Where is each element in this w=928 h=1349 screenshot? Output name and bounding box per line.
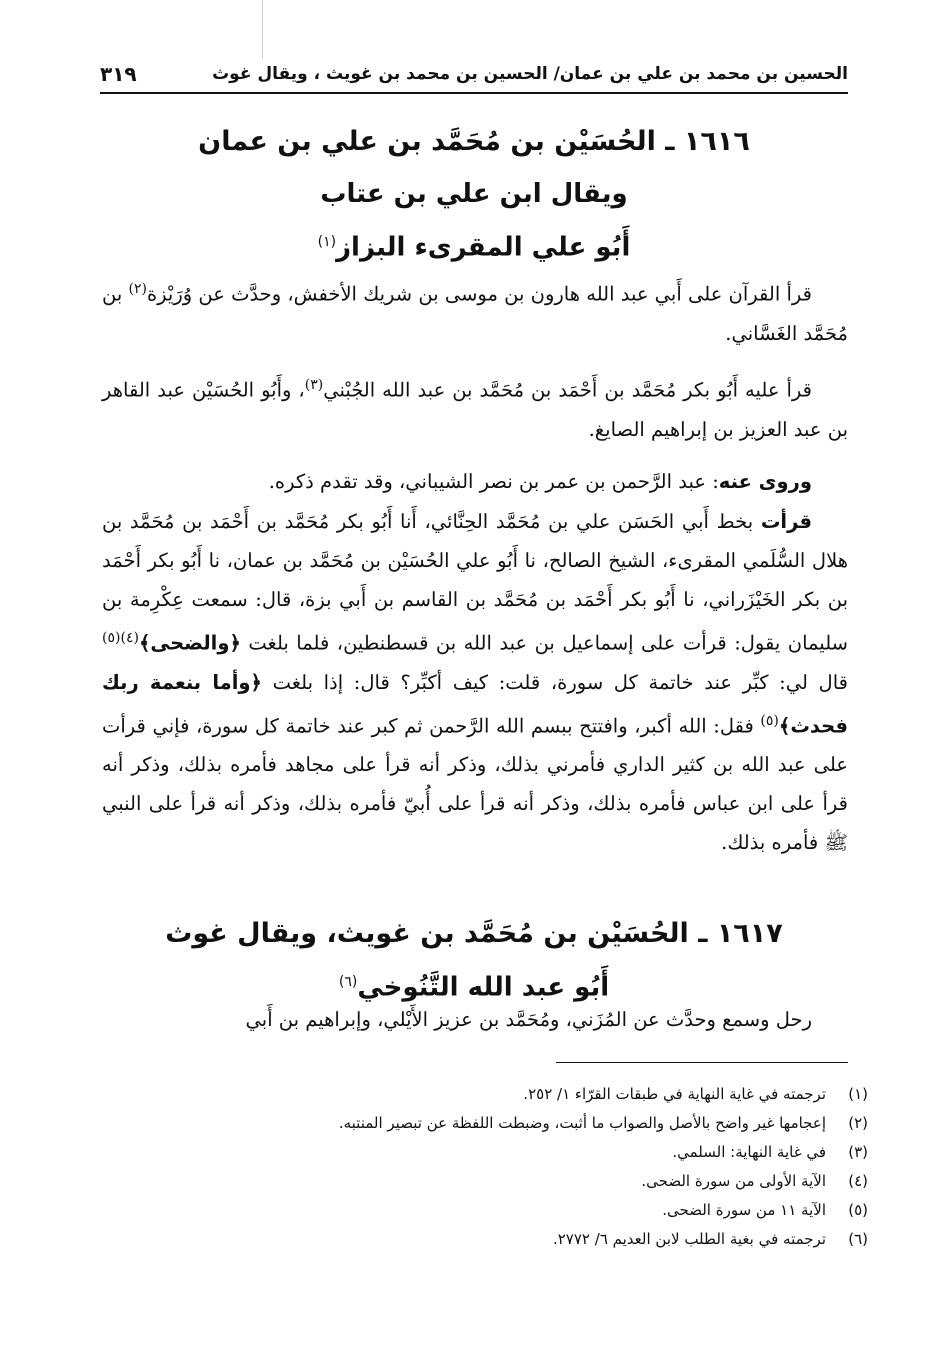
footnote-ref-2: (٢) <box>128 281 147 297</box>
footnote-number: (١) <box>848 1085 868 1103</box>
footnote-ref-3: (٣) <box>304 377 324 393</box>
paragraph-4-text-c: فقل: الله أكبر، وافتتح ببسم الله الرَّحمن ثم كبر عند خاتمة كل سورة، فإني قرأت على عبد الله بن كثير الداري فأمرني بذلك، وذكر أنه قرأ على مجاهد فأمره بذلك، وذكر أنه قرأ على ابن عباس فأمره بذلك، وذكر أنه قرأ على أُبيّ فأمره بذلك، وذكر أنه قرأ على النبي ﷺ فأمره بذلك. <box>102 714 848 854</box>
paragraph-4-text-a: بخط أَبي الحَسَن علي بن مُحَمَّد الحِنَّائي، أَنا أَبُو بكر مُحَمَّد بن أَحْمَد بن مُحَمَّد بن هلال السُّلَمي المقرىء، الشيخ الصالح، نا أَبُو علي الحُسَيْن بن مُحَمَّد بن عمان، نا أَبُو بكر أَحْمَد بن بكر الخَيْزَراني، نا أَبُو بكر أَحْمَد بن مُحَمَّد بن القاسم بن أَبي بزة، قال: سمعت عِكْرِمة بن سليمان يقول: قرأت على إسماعيل بن عبد الله بن قسطنطين، فلما بلغت <box>102 510 848 655</box>
page-header <box>100 60 848 94</box>
footnote-item <box>120 1138 868 1167</box>
paragraph-2-text-b: ، وأَبُو الحُسَيْن عبد القاهر بن عبد العزيز بن إبراهيم الصايغ. <box>102 378 848 441</box>
paragraph-1-text-b: بن مُحَمَّد الغَسَّاني. <box>102 282 848 345</box>
paragraph-4 <box>102 502 848 862</box>
entry-1617-title-line1: ١٦١٧ ـ الحُسَيْن بن مُحَمَّد بن غويث، ويقال غوث <box>165 918 783 949</box>
footnote-number: (٥) <box>848 1201 868 1219</box>
footnotes <box>120 1080 868 1254</box>
quran-quote-2: ﴿وأما بنعمة ربك فحدث﴾ <box>102 670 848 737</box>
footnote-divider <box>556 1062 848 1063</box>
footnote-ref-1: (١) <box>317 234 337 250</box>
footnote-text: الآية ١١ من سورة الضحى. <box>662 1201 826 1219</box>
footnote-text: الآية الأولى من سورة الضحى. <box>641 1172 826 1190</box>
footnote-number: (٣) <box>848 1143 868 1161</box>
footnote-number: (٤) <box>848 1172 868 1190</box>
footnote-item <box>120 1109 868 1138</box>
footnote-text: في غاية النهاية: السلمي. <box>672 1143 826 1161</box>
footnote-ref-6: (٦) <box>338 974 358 990</box>
footnote-text: ترجمته في غاية النهاية في طبقات القرّاء ١/ ٢٥٢. <box>523 1085 826 1103</box>
paragraph-4-lead: قرأت <box>760 510 812 533</box>
paragraph-1-text-a: قرأ القرآن على أَبي عبد الله هارون بن موسى بن شريك الأخفش، وحدَّث عن وُرَيْزة <box>146 282 812 306</box>
page-number: ٣١٩ <box>100 62 137 86</box>
paragraph-5-text: رحل وسمع وحدَّث عن المُزَني، ومُحَمَّد بن عزيز الأَيْلي، وإبراهيم بن أَبي <box>245 1008 812 1031</box>
entry-1616-title-line3 <box>100 218 848 272</box>
footnote-item <box>120 1225 868 1254</box>
entry-1616-title-line2: ويقال ابن علي بن عتاب <box>320 179 628 209</box>
paragraph-4-text-b: قال لي: كبِّر عند خاتمة كل سورة، قلت: كيف أكبِّر؟ قال: إذا بلغت <box>261 670 848 694</box>
paragraph-3-text: : عبد الرَّحمن بن عمر بن نصر الشيباني، وقد تقدم ذكره. <box>268 470 719 493</box>
footnote-item <box>120 1080 868 1109</box>
footnote-ref-4-5: (٤)(٥) <box>102 630 139 646</box>
footnote-item <box>120 1196 868 1225</box>
paragraph-1 <box>102 270 848 353</box>
footnote-text: إعجامها غير واضح بالأصل والصواب ما أثبت، وضبطت اللفظة عن تبصير المنتبه. <box>338 1114 826 1132</box>
paragraph-3 <box>102 462 848 501</box>
footnote-ref-5: (٥) <box>760 712 779 729</box>
gutter-line <box>262 0 263 58</box>
footnote-number: (٢) <box>848 1114 868 1132</box>
paragraph-5 <box>102 1000 848 1039</box>
quran-quote-1: ﴿والضحى﴾ <box>138 631 241 655</box>
paragraph-3-lead: وروى عنه <box>718 470 812 493</box>
entry-1616-title-line1: ١٦١٦ ـ الحُسَيْن بن مُحَمَّد بن علي بن عمان <box>198 126 750 157</box>
paragraph-2-text-a: قرأ عليه أَبُو بكر مُحَمَّد بن أَحْمَد بن مُحَمَّد بن عبد الله الجُبْني <box>323 378 812 402</box>
footnote-item <box>120 1167 868 1196</box>
running-title: الحسين بن محمد بن علي بن عمان/ الحسين بن محمد بن غويث ، ويقال غوث <box>212 64 848 84</box>
footnote-text: ترجمته في بغية الطلب لابن العديم ٦/ ٢٧٧٢. <box>552 1230 826 1248</box>
footnote-number: (٦) <box>848 1230 868 1248</box>
paragraph-2 <box>102 366 848 449</box>
entry-1617-kunya: أَبُو عبد الله التَّنُوخي <box>357 972 610 1003</box>
entry-1616-kunya: أَبُو علي المقرىء البزاز <box>336 232 631 263</box>
